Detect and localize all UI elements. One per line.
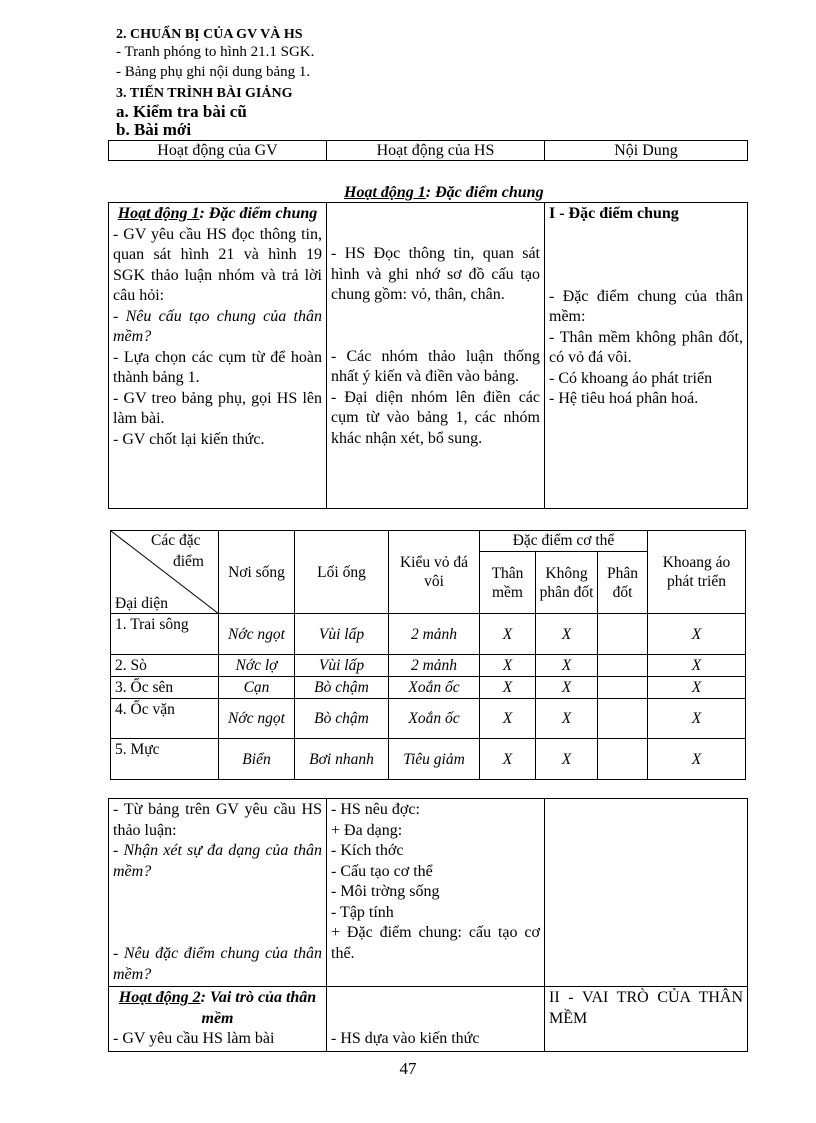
discussion-content-cell — [545, 799, 748, 987]
activity1-content-line: - Có khoang áo phát triển — [549, 369, 713, 387]
header-mantle: Khoang áo phát triển — [648, 531, 746, 614]
row-name: 1. Trai sông — [111, 614, 219, 655]
row-habitat: Cạn — [219, 677, 295, 699]
corner-top: Các đặc — [151, 532, 201, 549]
activity1-title: Hoạt động 1: Đặc điểm chung — [344, 184, 544, 201]
row-habitat: Nớc lợ — [219, 655, 295, 677]
row-lifestyle: Bơi nhanh — [295, 739, 389, 780]
header-table — [108, 140, 748, 161]
header-soft: Thân mềm — [480, 552, 536, 614]
section-a: a. Kiểm tra bài cũ — [116, 102, 247, 121]
row-soft: X — [480, 677, 536, 699]
header-nonseg: Không phân đốt — [536, 552, 598, 614]
corner-mid: điểm — [173, 553, 204, 570]
prep-heading: 2. CHUẨN BỊ CỦA GV VÀ HS — [116, 27, 303, 42]
header-shell: Kiểu vỏ đá vôi — [389, 531, 480, 614]
row-lifestyle: Vùi lấp — [295, 614, 389, 655]
row-nonseg: X — [536, 739, 598, 780]
table-row — [111, 655, 746, 677]
row-mantle: X — [648, 677, 746, 699]
discussion-hs-line: - Cấu tạo cơ thể — [331, 862, 433, 880]
activity2-content-cell — [545, 987, 748, 1052]
row-nonseg: X — [536, 699, 598, 739]
activity2-table — [108, 798, 748, 1052]
activity1-gv-line: - GV yêu cầu HS đọc thông tin, quan sát hình 21 và hình 19 SGK thảo luận nhóm và trả lời câu hỏi: — [113, 225, 322, 304]
process-heading: 3. TIẾN TRÌNH BÀI GIẢNG — [116, 86, 293, 101]
row-shell: Xoắn ốc — [389, 699, 480, 739]
row-seg — [598, 655, 648, 677]
section-b: b. Bài mới — [116, 120, 192, 139]
table-row — [111, 739, 746, 780]
header-habitat: Nơi sống — [219, 531, 295, 614]
table-row — [111, 699, 746, 739]
row-seg — [598, 699, 648, 739]
activity2-gv-title: Hoạt động 2: Vai trò của thân mềm — [118, 989, 317, 1027]
discussion-hs-cell — [327, 799, 545, 987]
row-soft: X — [480, 655, 536, 677]
row-name: 2. Sò — [111, 655, 219, 677]
row-mantle: X — [648, 699, 746, 739]
activity1-hs-line: - Đại diện nhóm lên điền các cụm từ vào bảng 1, các nhóm khác nhận xét, bổ sung. — [331, 388, 540, 447]
header-lifestyle: Lối ống — [295, 531, 389, 614]
header-content: Nội Dung — [545, 141, 748, 161]
activity1-gv-line: - Nêu cấu tạo chung của thân mềm? — [113, 307, 322, 345]
row-mantle: X — [648, 655, 746, 677]
row-lifestyle: Bò chậm — [295, 677, 389, 699]
row-habitat: Biển — [219, 739, 295, 780]
prep-item-1: - Tranh phóng to hình 21.1 SGK. — [116, 44, 315, 60]
discussion-hs-line: + Đa dạng: — [331, 821, 403, 839]
activity1-gv-line: - Lựa chọn các cụm từ để hoàn thành bảng 1. — [113, 348, 322, 386]
activity1-hs-line: - Các nhóm thảo luận thống nhất ý kiến và điền vào bảng. — [331, 347, 540, 385]
row-shell: 2 mảnh — [389, 614, 480, 655]
row-habitat: Nớc ngọt — [219, 614, 295, 655]
activity2-content-title: II - VAI TRÒ CỦA THÂN MỀM — [549, 989, 743, 1027]
row-seg — [598, 614, 648, 655]
row-habitat: Nớc ngọt — [219, 699, 295, 739]
activity2-hs-line: - HS dựa vào kiến thức — [331, 1030, 480, 1047]
row-nonseg: X — [536, 655, 598, 677]
discussion-hs-line: - Tập tính — [331, 903, 394, 921]
header-gv: Hoạt động của GV — [109, 141, 327, 161]
corner-bottom: Đại diện — [115, 595, 168, 612]
activity1-gv-line: - GV treo bảng phụ, gọi HS lên làm bài. — [113, 389, 322, 427]
prep-item-2: - Bảng phụ ghi nội dung bảng 1. — [116, 64, 311, 80]
page-number: 47 — [399, 1059, 417, 1078]
activity1-gv-line: - GV chốt lại kiến thức. — [113, 430, 265, 448]
row-soft: X — [480, 699, 536, 739]
activity1-content-title: I - Đặc điểm chung — [549, 205, 679, 222]
activity1-gv-title: Hoạt động 1: Đặc điểm chung — [117, 205, 318, 222]
row-lifestyle: Vùi lấp — [295, 655, 389, 677]
activity1-gv-cell — [109, 203, 327, 509]
discussion-gv-line: - Nhận xét sự đa dạng của thân mềm? — [113, 842, 322, 880]
row-nonseg: X — [536, 614, 598, 655]
activity1-hs-cell — [327, 203, 545, 509]
row-name: 5. Mực — [111, 739, 219, 780]
activity1-content-cell — [545, 203, 748, 509]
row-name: 4. Ốc vặn — [111, 699, 219, 739]
activity1-hs-line: - HS Đọc thông tin, quan sát hình và ghi nhớ sơ đồ cấu tạo chung gồm: vỏ, thân, chân. — [331, 245, 540, 303]
discussion-hs-line: + Đặc điểm chung: cấu tạo cơ thể. — [331, 924, 540, 962]
discussion-hs-line: - HS nêu đợc: — [331, 801, 420, 818]
activity2-hs-cell — [327, 987, 545, 1052]
discussion-hs-line: - Môi trờng sống — [331, 883, 440, 900]
row-mantle: X — [648, 739, 746, 780]
table1 — [110, 530, 746, 780]
header-hs: Hoạt động của HS — [327, 141, 545, 161]
row-seg — [598, 739, 648, 780]
table-row — [111, 677, 746, 699]
table-row — [111, 614, 746, 655]
table1-corner — [111, 531, 219, 614]
row-lifestyle: Bò chậm — [295, 699, 389, 739]
row-soft: X — [480, 739, 536, 780]
header-body-group: Đặc điểm cơ thể — [480, 531, 648, 552]
row-seg — [598, 677, 648, 699]
row-shell: 2 mảnh — [389, 655, 480, 677]
discussion-gv-cell — [109, 799, 327, 987]
row-shell: Xoắn ốc — [389, 677, 480, 699]
row-soft: X — [480, 614, 536, 655]
activity1-table — [108, 202, 748, 509]
row-mantle: X — [648, 614, 746, 655]
header-seg: Phân đốt — [598, 552, 648, 614]
discussion-gv-line: - Nêu đặc điểm chung của thân mềm? — [113, 945, 322, 983]
activity1-content-line: - Hệ tiêu hoá phân hoá. — [549, 390, 699, 407]
activity1-content-line: - Đặc điểm chung của thân mềm: — [549, 287, 743, 325]
activity1-content-line: - Thân mềm không phân đốt, có vỏ đá vôi. — [549, 328, 743, 366]
discussion-gv-line: - Từ bảng trên GV yêu cầu HS thảo luận: — [113, 801, 322, 839]
row-shell: Tiêu giảm — [389, 739, 480, 780]
discussion-hs-line: - Kích thớc — [331, 842, 404, 859]
activity2-gv-line: - GV yêu cầu HS làm bài — [113, 1030, 275, 1047]
activity2-gv-cell — [109, 987, 327, 1052]
row-name: 3. Ốc sên — [111, 677, 219, 699]
row-nonseg: X — [536, 677, 598, 699]
